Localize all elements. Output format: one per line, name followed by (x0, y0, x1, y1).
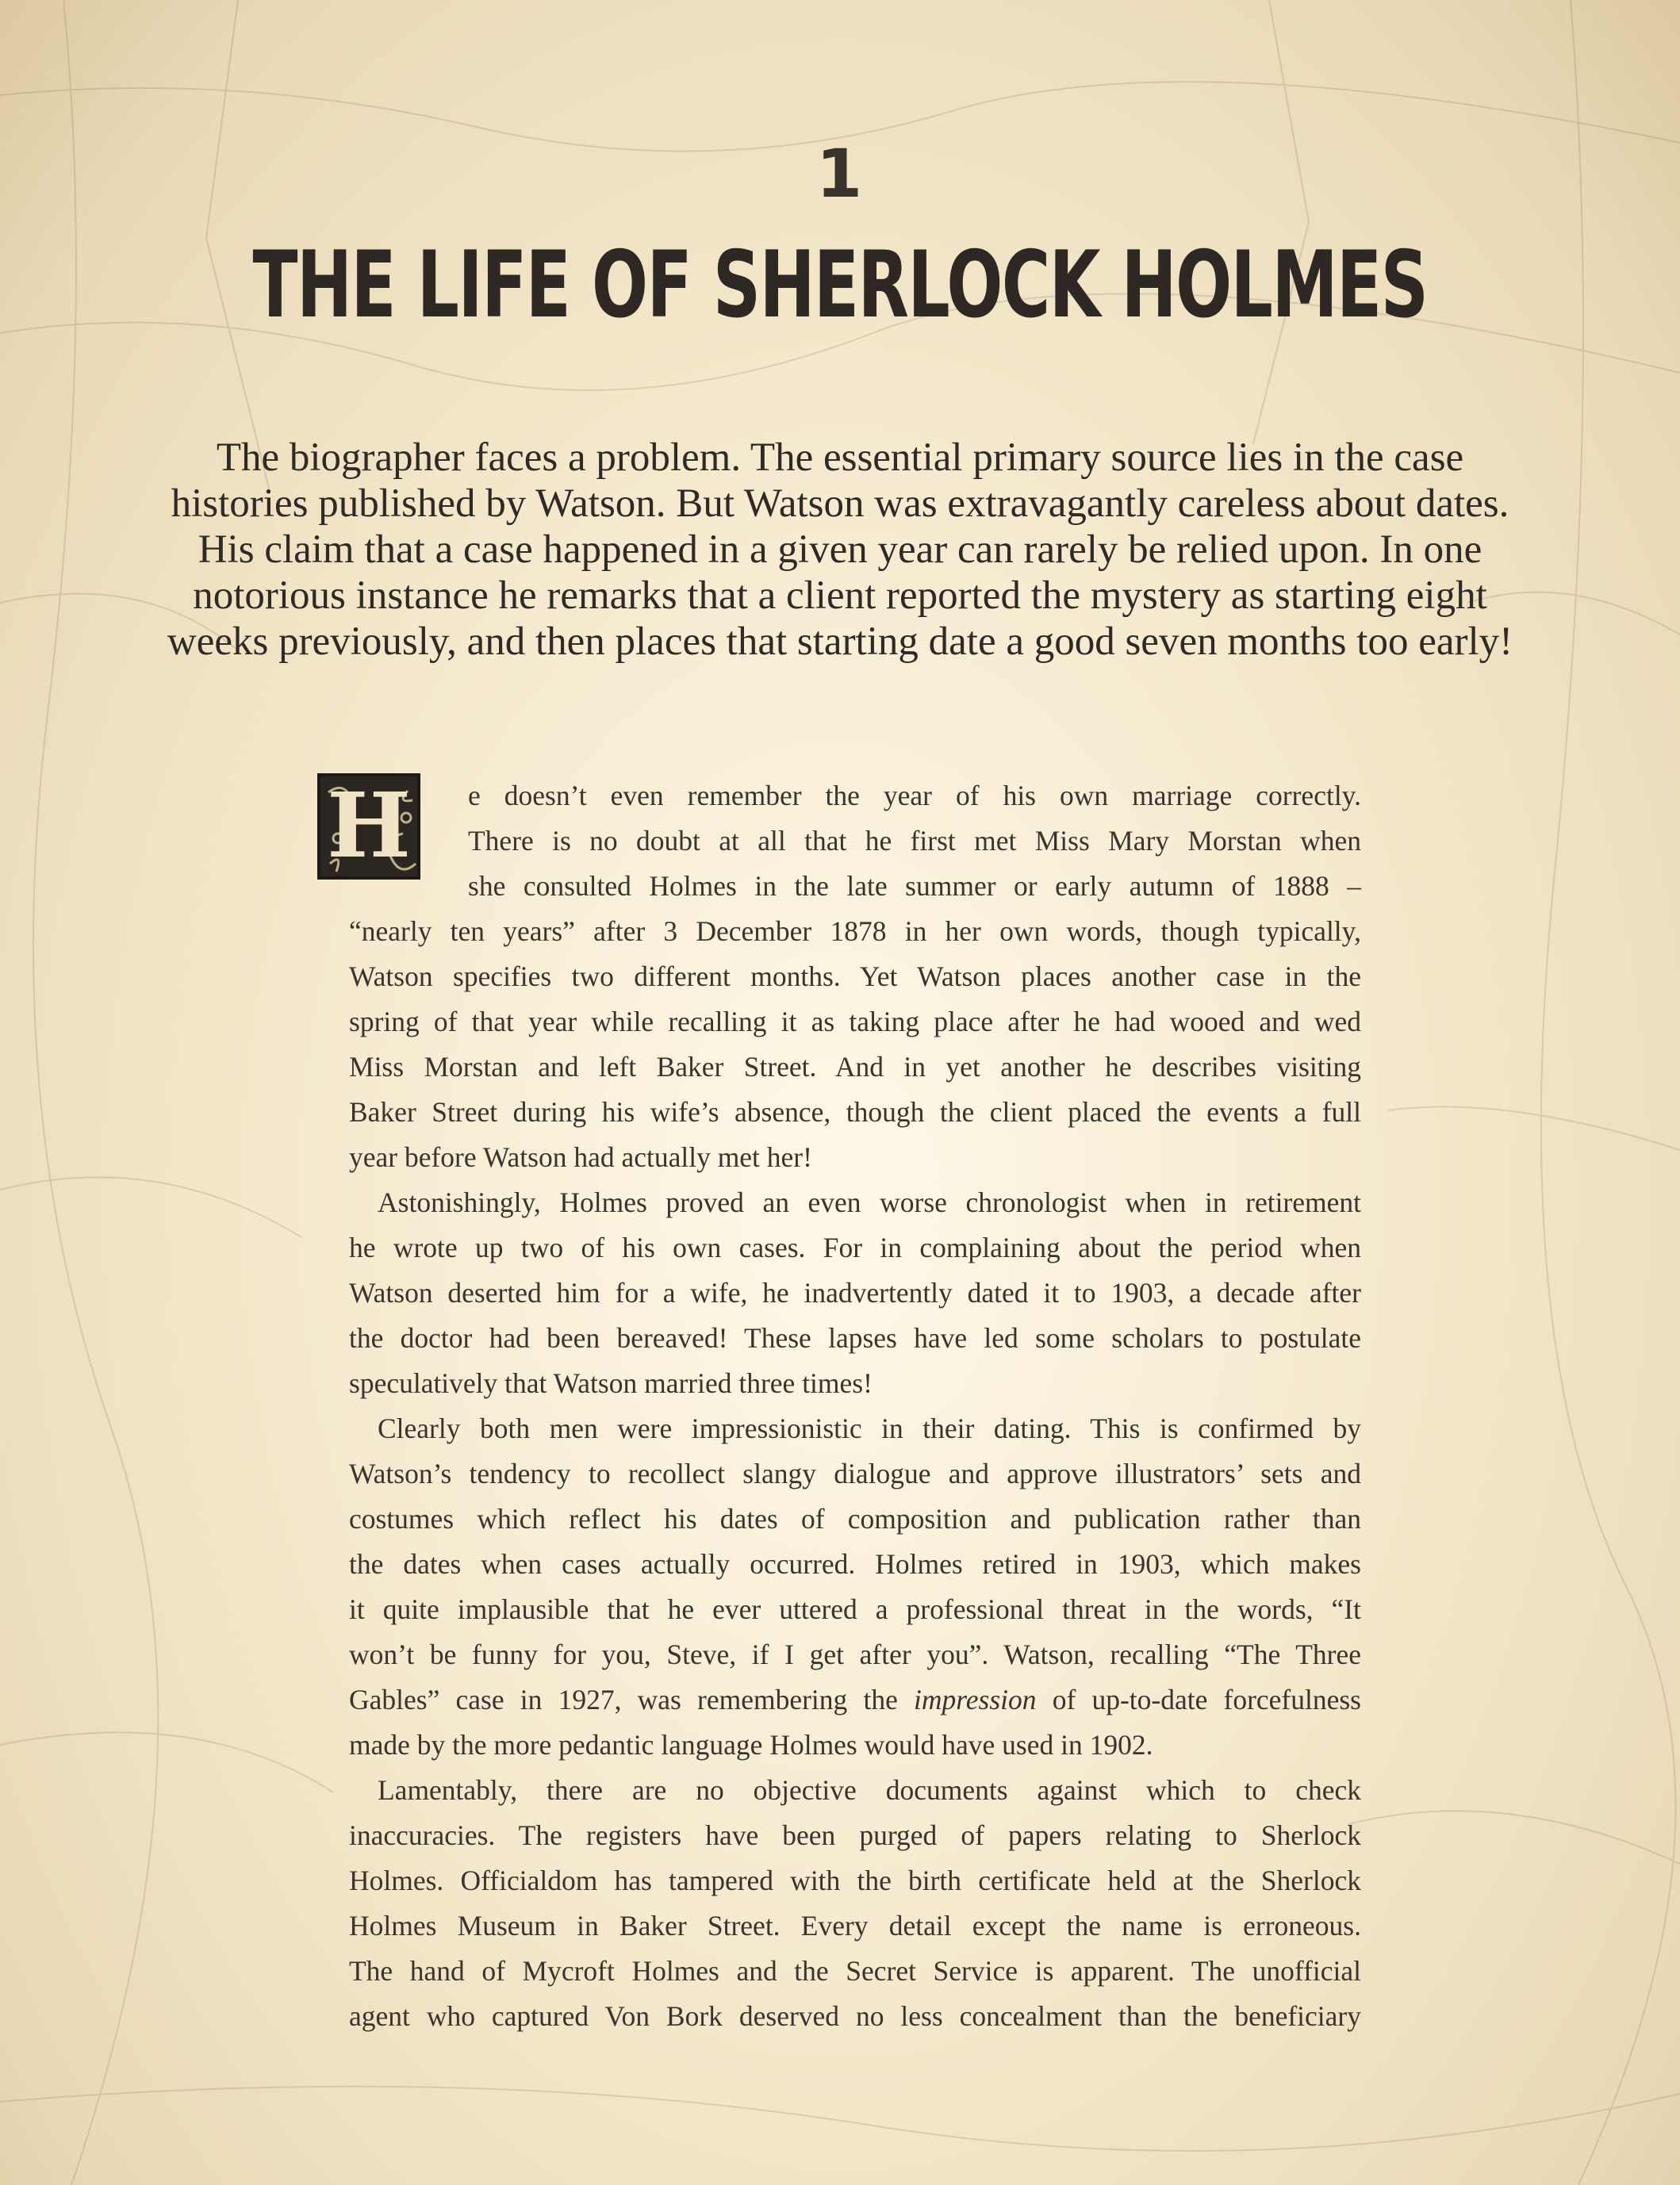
body-line: year before Watson had actually met her! (349, 1141, 812, 1173)
italic-word: impression (914, 1684, 1037, 1715)
body-line-part: Gables” case in 1927, was remembering the (349, 1684, 898, 1715)
body-line: won’t be funny for you, Steve, if I get after you”. Watson, recalling “The Three (349, 1639, 1361, 1670)
drop-cap-letter: H (327, 774, 411, 878)
intro-line: weeks previously, and then places that starting date a good seven months too early! (167, 619, 1513, 664)
body-line: Astonishingly, Holmes proved an even worse chronologist when in retirement (378, 1186, 1361, 1218)
intro-line: The biographer faces a problem. The essential primary source lies in the case (216, 435, 1464, 480)
body-line (349, 1677, 1361, 1723)
body-line: The hand of Mycroft Holmes and the Secret Service is apparent. The unofficial (349, 1955, 1361, 1987)
drop-cap (317, 773, 420, 880)
body-line: agent who captured Von Bork deserved no less concealment than the beneficiary (349, 2000, 1361, 2032)
intro-line: histories published by Watson. But Watson was extravagantly careless about dates. (171, 481, 1509, 526)
body-line: inaccuracies. The registers have been purged of papers relating to Sherlock (349, 1819, 1361, 1851)
body-line: e doesn’t even remember the year of his own marriage correctly. (468, 780, 1361, 811)
body-line: Watson specifies two different months. Yet Watson places another case in the (349, 960, 1361, 992)
body-line: the dates when cases actually occurred. Holmes retired in 1903, which makes (349, 1548, 1361, 1580)
body-line: the doctor had been bereaved! These lapses have led some scholars to postulate (349, 1322, 1361, 1354)
body-line: speculatively that Watson married three times! (349, 1367, 873, 1399)
body-line: costumes which reflect his dates of composition and publication rather than (349, 1503, 1361, 1535)
body-line: Lamentably, there are no objective documents against which to check (378, 1774, 1361, 1806)
body-line: Clearly both men were impressionistic in their dating. This is confirmed by (378, 1413, 1361, 1444)
body-line: Holmes Museum in Baker Street. Every detail except the name is erroneous. (349, 1910, 1361, 1942)
body-line: Holmes. Officialdom has tampered with the birth certificate held at the Sherlock (349, 1865, 1361, 1896)
intro-paragraph (119, 435, 1561, 665)
chapter-title: THE LIFE OF SHERLOCK HOLMES (252, 232, 1428, 339)
body-line: “nearly ten years” after 3 December 1878 in her own words, though typically, (349, 915, 1361, 947)
intro-line: His claim that a case happened in a given year can rarely be relied upon. In one (198, 527, 1482, 572)
body-line-part: of up-to-date forcefulness (1036, 1684, 1361, 1715)
body-line: he wrote up two of his own cases. For in complaining about the period when (349, 1232, 1361, 1263)
body-line: Watson deserted him for a wife, he inadvertently dated it to 1903, a decade after (349, 1277, 1361, 1309)
body-line: Watson’s tendency to recollect slangy dialogue and approve illustrators’ sets and (349, 1458, 1361, 1489)
intro-line: notorious instance he remarks that a client reported the mystery as starting eight (193, 573, 1487, 618)
body-line: made by the more pedantic language Holmes would have used in 1902. (349, 1729, 1153, 1761)
body-line: she consulted Holmes in the late summer or early autumn of 1888 – (468, 870, 1361, 902)
chapter-number: 1 (815, 135, 865, 213)
body-line: it quite implausible that he ever uttered a professional threat in the words, “It (349, 1593, 1361, 1625)
body-line: There is no doubt at all that he first met Miss Mary Morstan when (468, 825, 1361, 857)
body-line: spring of that year while recalling it as taking place after he had wooed and wed (349, 1006, 1361, 1037)
body-line: Miss Morstan and left Baker Street. And in yet another he describes visiting (349, 1051, 1361, 1083)
body-line: Baker Street during his wife’s absence, though the client placed the events a full (349, 1096, 1361, 1128)
body-text (327, 773, 1361, 2039)
